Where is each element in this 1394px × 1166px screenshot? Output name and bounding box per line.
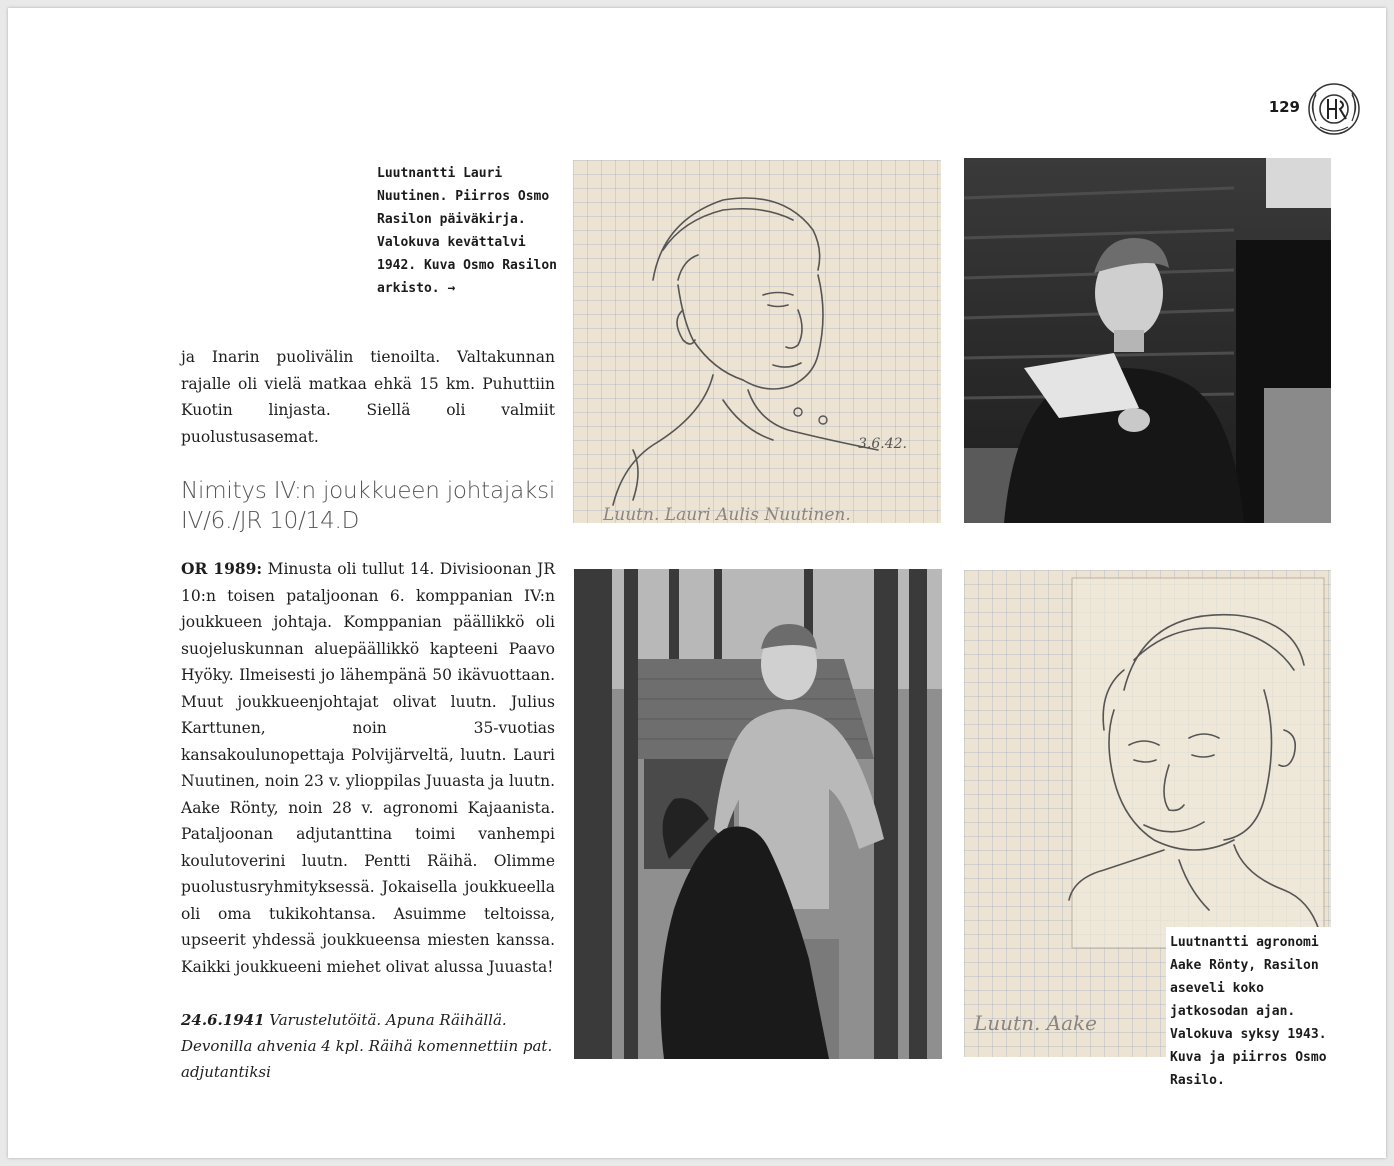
sketch-portrait-nuutinen <box>573 160 941 523</box>
sketch1-date: 3.6.42. <box>858 436 907 452</box>
main-paragraph-text: Minusta oli tullut 14. Divisioonan JR 10:n toisen pataljoonan 6. komppanian IV:n joukkueen johtaja. Komppanian päällikkö oli suojeluskunnan aluepäällikkö kapteeni Paavo Hyöky. Ilmeisesti jo lähempänä 50 ikävuottaan. Muut joukkueenjohtajat olivat luutn. Julius Karttunen, noin 35-vuotias kansakoulunopettaja Polvijärveltä, luutn. Lauri Nuutinen, noin 23 v. ylioppilas Juuasta ja luutn. Aake Rönty, noin 28 v. agronomi Kajaanista. Pataljoonan adjutanttina toimi vanhempi koulutoverini luutn. Pentti Räihä. Olimme puolustusryhmityksessä. Jokaisella joukkueella oli oma tukikohtansa. Asuimme teltoissa, upseerit yhdessä joukkueensa miesten kanssa. Kaikki joukkueeni miehet olivat alussa Juuasta! <box>181 560 555 976</box>
photo-man-on-horse <box>574 569 942 1059</box>
book-page <box>8 8 1386 1158</box>
diary-text: Varustelutöitä. Apuna Räihällä. Devonilla ahvenia 4 kpl. Räihä komennettiin pat. adjutantiksi <box>181 1011 553 1081</box>
section-heading: Nimitys IV:n joukkueen johtajaksi IV/6./JR 10/14.D <box>181 478 556 534</box>
sketch2-signature: Luutn. Aake <box>974 1011 1097 1035</box>
page-number: 129 <box>1268 98 1300 116</box>
diary-entry <box>181 1007 555 1085</box>
intro-paragraph: ja Inarin puolivälin tienoilta. Valtakunnan rajalle oli vielä matkaa ehkä 15 km. Puhuttiin Kuotin linjasta. Siellä oli valmiit puolustusasemat. <box>181 348 555 446</box>
diary-date: 24.6.1941 <box>181 1011 265 1029</box>
source-label: OR 1989: <box>181 559 263 578</box>
regiment-emblem-icon <box>1306 81 1362 137</box>
sketch1-signature: Luutn. Lauri Aulis Nuutinen. <box>603 505 851 523</box>
caption-bottom: Luutnantti agronomi Aake Rönty, Rasilon aseveli koko jatkosodan ajan. Valokuva syksy 1943. Kuva ja piirros Osmo Rasilo. <box>1166 927 1348 1098</box>
caption-top: Luutnantti Lauri Nuutinen. Piirros Osmo Rasilon päiväkirja. Valokuva kevättalvi 1942. Kuva Osmo Rasilon arkisto. → <box>377 166 558 296</box>
main-paragraph <box>181 556 555 980</box>
photo-man-reading <box>964 158 1331 523</box>
